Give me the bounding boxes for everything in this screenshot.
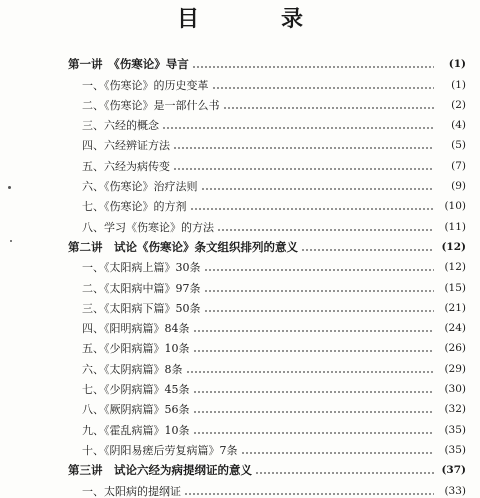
toc-entry[interactable] (68, 213, 466, 233)
leader-dots (190, 208, 435, 210)
leader-dots (301, 249, 434, 251)
toc-entry-title: 三、六经的概念 (82, 119, 159, 133)
toc-entry-title: 一、《伤寒论》的历史变革 (82, 78, 209, 92)
leader-dots (193, 391, 435, 393)
toc-entry[interactable] (68, 112, 466, 132)
toc-entry-lecture-3[interactable] (68, 457, 466, 477)
toc-page-number: (29) (444, 362, 466, 375)
toc-page-number: (24) (444, 322, 466, 335)
leader-dots (223, 107, 435, 109)
page-title: 目 录 (176, 6, 333, 32)
toc-entry[interactable] (68, 254, 466, 274)
toc-entry[interactable] (68, 396, 466, 416)
leader-dots (162, 127, 434, 129)
leader-dots (204, 310, 435, 312)
toc-page-number: (35) (444, 443, 466, 456)
leader-dots (204, 290, 435, 292)
toc-page-number: (4) (451, 119, 466, 132)
toc-entry-title: 一、《太阳病上篇》30条 (82, 261, 201, 275)
toc-entry[interactable] (68, 193, 466, 213)
scan-speck (8, 186, 11, 189)
toc-entry-title: 六、《伤寒论》治疗法则 (82, 180, 198, 194)
toc-entry[interactable] (68, 477, 466, 497)
toc-entry[interactable] (68, 416, 466, 436)
toc-entry[interactable] (68, 173, 466, 193)
toc-entry[interactable] (68, 295, 466, 315)
leader-dots (217, 229, 434, 231)
toc-page-number: (32) (444, 403, 466, 416)
toc-entry-title: 八、《厥阴病篇》56条 (82, 403, 190, 417)
toc-entry-title: 七、《少阴病篇》45条 (82, 383, 190, 397)
toc-entry-title: 三、《太阳病下篇》50条 (82, 301, 201, 315)
toc-entry-title: 四、六经辨证方法 (82, 139, 170, 153)
leader-dots (193, 330, 435, 332)
toc-page-number: (1) (448, 58, 466, 71)
leader-dots (173, 147, 434, 149)
leader-dots (193, 432, 435, 434)
toc-page-number: (21) (444, 301, 466, 314)
toc-entry-title: 四、《阳明病篇》84条 (82, 322, 190, 336)
toc-page-number: (35) (444, 423, 466, 436)
leader-dots (192, 66, 434, 68)
toc-entry-title: 五、六经为病传变 (82, 159, 170, 173)
toc-entry-title: 八、学习《伤寒论》的方法 (82, 220, 214, 234)
toc-page-number: (5) (451, 139, 466, 152)
toc-page-number: (15) (444, 281, 466, 294)
toc-entry[interactable] (68, 335, 466, 355)
toc-page-number: (26) (444, 342, 466, 355)
toc-page-number: (12) (441, 240, 466, 253)
table-of-contents (68, 51, 466, 498)
toc-page-number: (33) (444, 484, 466, 497)
toc-page-number: (30) (444, 383, 466, 396)
toc-entry-title: 六、《太阴病篇》8条 (82, 362, 183, 376)
toc-entry-title: 二、《伤寒论》是一部什么书 (82, 98, 220, 112)
leader-dots (241, 452, 435, 454)
toc-entry-title: 二、《太阳病中篇》97条 (82, 281, 201, 295)
toc-page-number: (37) (441, 464, 466, 477)
leader-dots (184, 493, 434, 495)
leader-dots (193, 350, 435, 352)
toc-entry[interactable] (68, 132, 466, 152)
toc-page-number: (2) (451, 98, 466, 111)
leader-dots (255, 472, 434, 474)
toc-entry[interactable] (68, 355, 466, 375)
toc-page-number: (7) (451, 159, 466, 172)
toc-entry-title: 第二讲 试论《伤寒论》条文组织排列的意义 (68, 239, 298, 254)
toc-entry-title: 五、《少阳病篇》10条 (82, 342, 190, 356)
toc-page-number: (11) (444, 220, 466, 233)
toc-entry-title: 第一讲 《伤寒论》导言 (68, 57, 189, 72)
toc-entry-lecture-2[interactable] (68, 234, 466, 254)
scan-speck (10, 240, 12, 242)
leader-dots (201, 188, 435, 190)
toc-entry-lecture-1[interactable] (68, 51, 466, 71)
toc-page-number: (10) (444, 200, 466, 213)
leader-dots (173, 168, 434, 170)
toc-entry[interactable] (68, 315, 466, 335)
toc-page-number: (1) (451, 78, 466, 91)
toc-entry-title: 七、《伤寒论》的方剂 (82, 200, 187, 214)
leader-dots (193, 411, 435, 413)
toc-entry-title: 十、《阴阳易瘥后劳复病篇》7条 (82, 443, 238, 457)
toc-entry[interactable] (68, 437, 466, 457)
toc-entry-title: 九、《霍乱病篇》10条 (82, 423, 190, 437)
leader-dots (204, 269, 435, 271)
toc-entry[interactable] (68, 92, 466, 112)
toc-page-number: (9) (451, 180, 466, 193)
leader-dots (186, 371, 435, 373)
toc-entry[interactable] (68, 152, 466, 172)
leader-dots (212, 87, 435, 89)
toc-entry-title: 一、太阳病的提纲证 (82, 484, 181, 498)
toc-entry-title: 第三讲 试论六经为病提纲证的意义 (68, 463, 252, 478)
toc-entry[interactable] (68, 376, 466, 396)
toc-entry[interactable] (68, 71, 466, 91)
toc-page-number: (12) (444, 261, 466, 274)
toc-entry[interactable] (68, 274, 466, 294)
